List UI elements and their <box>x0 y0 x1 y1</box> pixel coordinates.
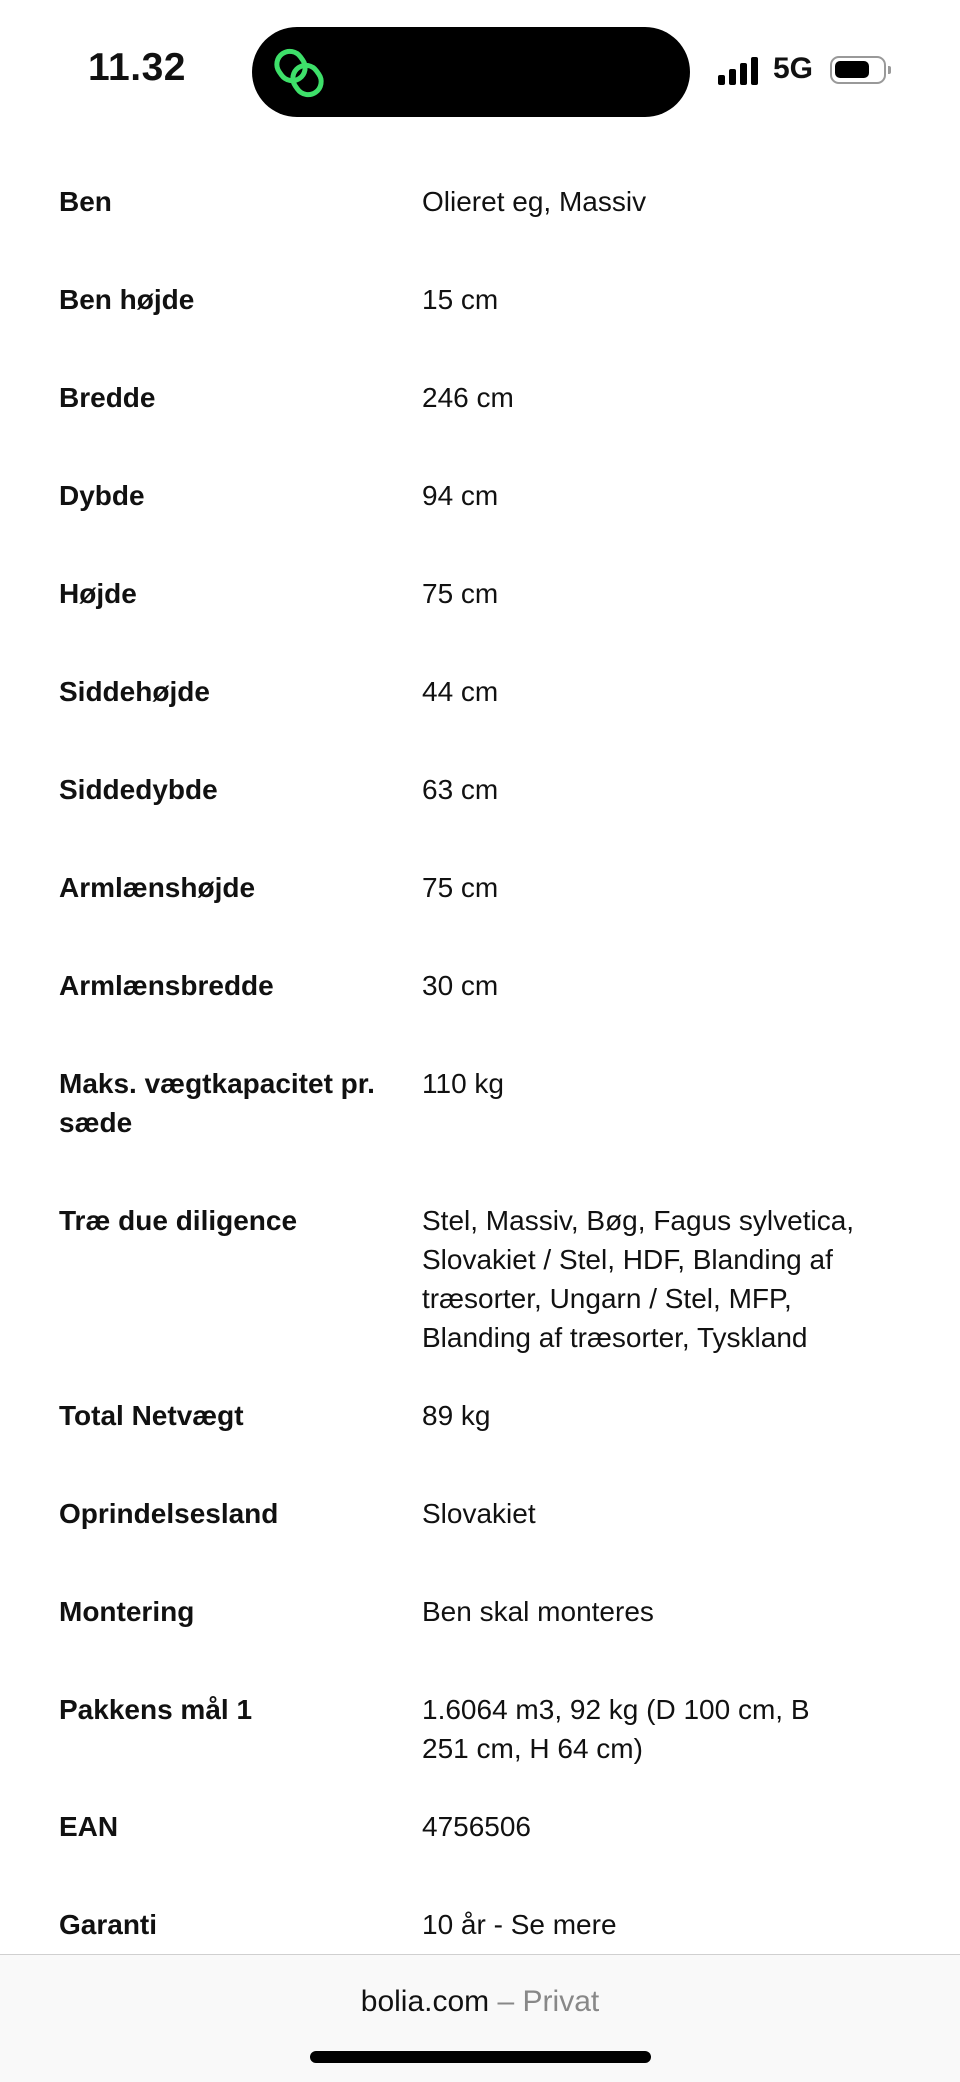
private-mode: – Privat <box>497 1985 600 2018</box>
spec-label: Dybde <box>59 480 145 511</box>
spec-label: Garanti <box>59 1909 158 1940</box>
status-bar <box>0 0 960 130</box>
spec-value: 110 kg <box>422 1068 504 1099</box>
spec-label: Pakkens mål 1 <box>59 1694 253 1725</box>
clock: 11.32 <box>88 46 186 89</box>
spec-value: 75 cm <box>422 872 499 903</box>
spec-label: Højde <box>59 578 137 609</box>
spec-row <box>0 280 960 378</box>
spec-row <box>0 672 960 770</box>
spec-value: Stel, Massiv, Bøg, Fagus sylvetica, Slovakiet / Stel, HDF, Blanding af træsorter, Ungarn / Stel, MFP, Blanding af træsorter, Tyskland <box>422 1205 855 1353</box>
spec-row <box>0 476 960 574</box>
spec-label: Total Netvægt <box>59 1400 244 1431</box>
spec-label: Maks. vægtkapacitet pr. sæde <box>59 1068 375 1138</box>
spec-value: 94 cm <box>422 480 499 511</box>
spec-value: 44 cm <box>422 676 499 707</box>
signal-icon <box>718 57 762 85</box>
network-type: 5G <box>773 52 814 85</box>
url-display[interactable] <box>0 1985 960 2019</box>
spec-label: Ben <box>59 186 112 217</box>
specifications-list <box>0 182 960 2003</box>
spec-label: Ben højde <box>59 284 195 315</box>
spec-row <box>0 574 960 672</box>
spec-row <box>0 1396 960 1494</box>
spec-value: Ben skal monteres <box>422 1596 654 1627</box>
spec-value: Olieret eg, Massiv <box>422 186 647 217</box>
spec-label: Montering <box>59 1596 195 1627</box>
spec-row <box>0 182 960 280</box>
spec-row <box>0 1064 960 1201</box>
spec-row <box>0 378 960 476</box>
spec-label: Armlænshøjde <box>59 872 256 903</box>
spec-label: Træ due diligence <box>59 1205 298 1236</box>
spec-row <box>0 1201 960 1396</box>
home-indicator[interactable] <box>310 2051 651 2063</box>
spec-value: 10 år - Se mere <box>422 1909 617 1940</box>
spec-row <box>0 1807 960 1905</box>
spec-row <box>0 868 960 966</box>
battery-icon <box>830 56 886 84</box>
spec-value: 1.6064 m3, 92 kg (D 100 cm, B 251 cm, H 64 cm) <box>422 1694 810 1764</box>
spec-label: Siddedybde <box>59 774 218 805</box>
spec-label: Bredde <box>59 382 156 413</box>
spec-value: 30 cm <box>422 970 499 1001</box>
spec-label: EAN <box>59 1811 119 1842</box>
spec-value: 89 kg <box>422 1400 491 1431</box>
spec-value: Slovakiet <box>422 1498 536 1529</box>
spec-label: Armlænsbredde <box>59 970 274 1001</box>
spec-value: 4756506 <box>422 1811 532 1842</box>
spec-row <box>0 1592 960 1690</box>
spec-row <box>0 1494 960 1592</box>
spec-row <box>0 1690 960 1807</box>
spec-label: Oprindelsesland <box>59 1498 279 1529</box>
spec-value: 246 cm <box>422 382 514 413</box>
domain: bolia.com <box>360 1985 490 2018</box>
spec-value: 15 cm <box>422 284 499 315</box>
dynamic-island <box>252 27 690 117</box>
spec-row <box>0 966 960 1064</box>
browser-address-bar[interactable] <box>0 1954 960 2082</box>
link-icon <box>272 45 328 101</box>
spec-value: 75 cm <box>422 578 499 609</box>
spec-row <box>0 770 960 868</box>
spec-label: Siddehøjde <box>59 676 210 707</box>
spec-value: 63 cm <box>422 774 499 805</box>
